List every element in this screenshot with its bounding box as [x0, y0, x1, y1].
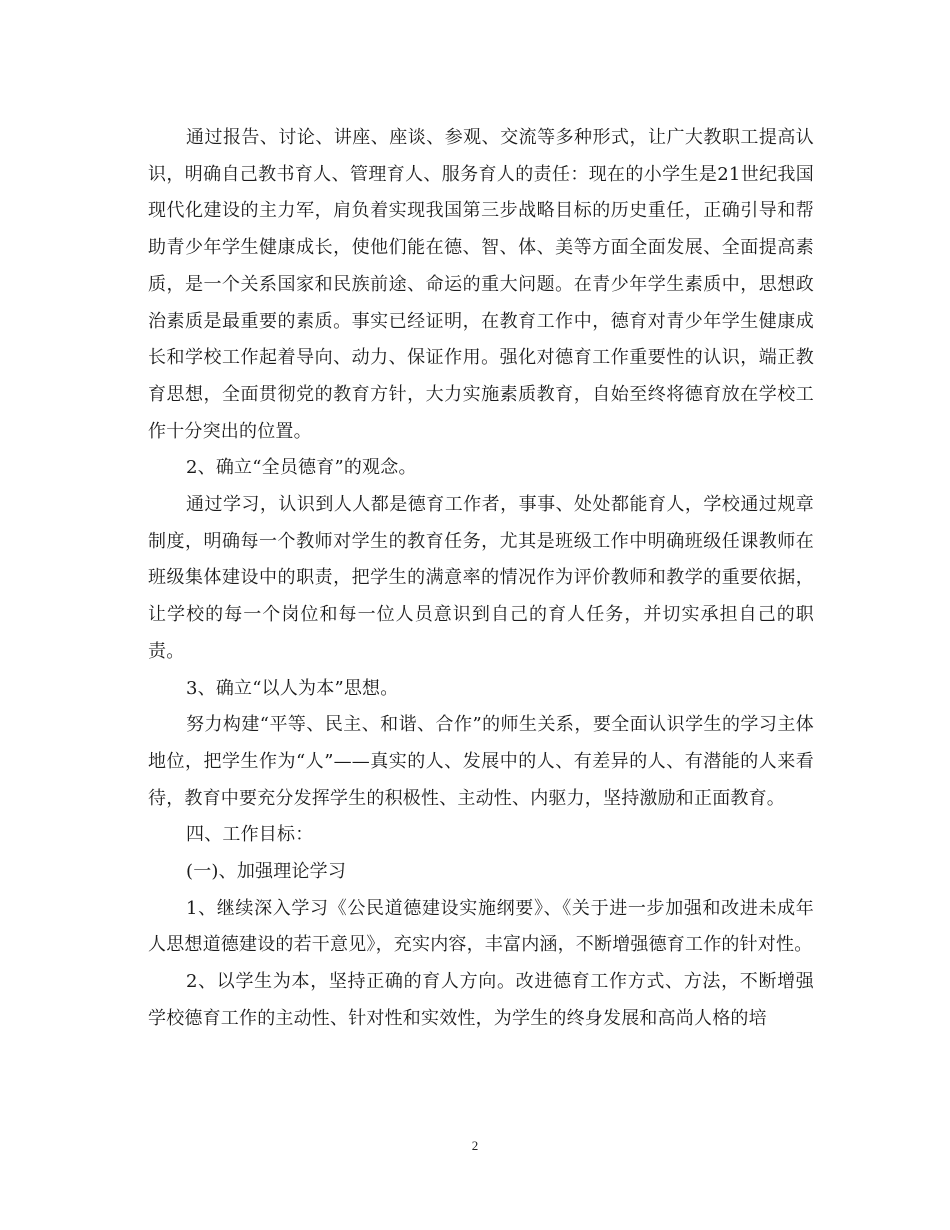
- heading-work-goals: 四、工作目标：: [186, 824, 314, 846]
- document-body: [148, 120, 814, 1038]
- paragraph-student-oriented: 2、以学生为本，坚持正确的育人方向。改进德育工作方式、方法，不断增强学校德育工作的主动性、针对性和实效性，为学生的终身发展和高尚人格的培: [148, 971, 814, 1029]
- paragraph-awareness: 通过报告、讨论、讲座、座谈、参观、交流等多种形式，让广大教职工提高认识，明确自己教书育人、管理育人、服务育人的责任：现在的小学生是21世纪我国现代化建设的主力军，肩负着实现我国第三步战略目标的历史重任，正确引导和帮助青少年学生健康成长，使他们能在德、智、体、美等方面全面发展、全面提高素质，是一个关系国家和民族前途、命运的重大问题。在青少年学生素质中，思想政治素质是最重要的素质。事实已经证明，在教育工作中，德育对青少年学生健康成长和学校工作起着导向、动力、保证作用。强化对德育工作重要性的认识，端正教育思想，全面贯彻党的教育方针，大力实施素质教育，自始至终将德育放在学校工作十分突出的位置。: [148, 127, 814, 442]
- heading-all-staff-moral-education: 2、确立“全员德育”的观念。: [186, 457, 417, 479]
- paragraph-people-oriented: 努力构建“平等、民主、和谐、合作”的师生关系，要全面认识学生的学习主体地位，把学生作为“人”——真实的人、发展中的人、有差异的人、有潜能的人来看待，教育中要充分发挥学生的积极性、主动性、内驱力，坚持激励和正面教育。: [148, 714, 814, 809]
- heading-people-oriented: 3、确立“以人为本”思想。: [186, 677, 399, 699]
- paragraph-continue-study: 1、继续深入学习《公民道德建设实施纲要》、《关于进一步加强和改进未成年人思想道德建设的若干意见》，充实内容，丰富内涵，不断增强德育工作的针对性。: [148, 897, 814, 956]
- heading-theory-study: (一)、加强理论学习: [186, 861, 347, 883]
- page-number: 2: [471, 1138, 479, 1153]
- paragraph-all-staff: 通过学习，认识到人人都是德育工作者，事事、处处都能育人，学校通过规章制度，明确每一个教师对学生的教育任务，尤其是班级工作中明确班级任课教师在班级集体建设中的职责，把学生的满意率的情况作为评价教师和教学的重要依据，让学校的每一个岗位和每一位人员意识到自己的育人任务，并切实承担自己的职责。: [148, 494, 814, 662]
